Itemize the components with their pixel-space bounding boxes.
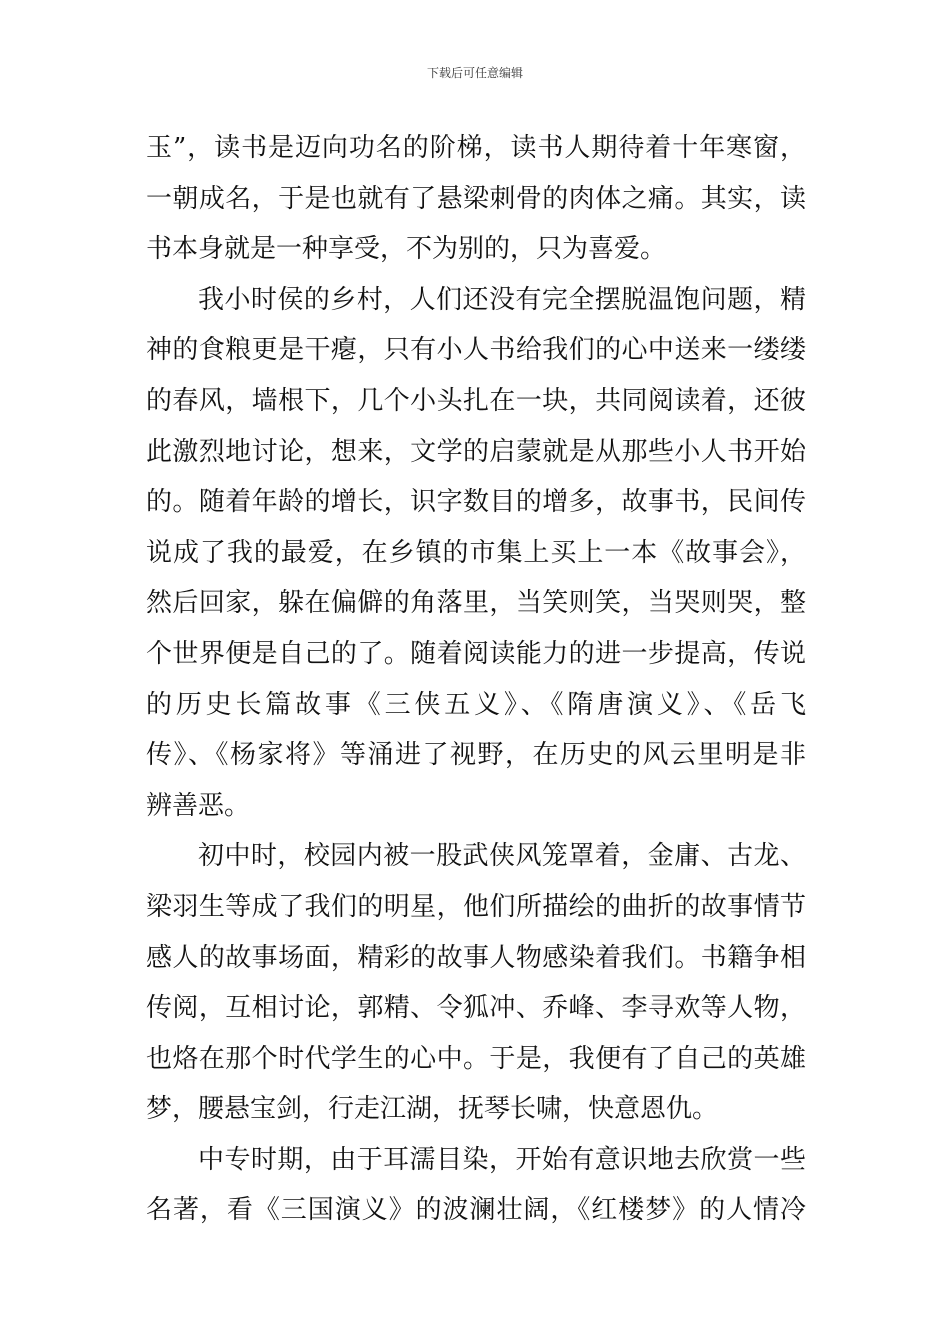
paragraph-3: [146, 831, 806, 1135]
text-line: 辨善恶。: [146, 790, 251, 821]
page-header: 下载后可任意编辑: [426, 66, 523, 80]
text-line: 名著，看《三国演义》的波澜壮阔，《红楼梦》的人情冷: [146, 1195, 806, 1226]
text-line: 传阅，互相讨论，郭精、令狐冲、乔峰、李寻欢等人物，: [146, 993, 806, 1024]
text-line: 玉”，读书是迈向功名的阶梯，读书人期待着十年寒窗，: [146, 133, 806, 163]
text-line: 初中时，校园内被一股武侠风笼罩着，金庸、古龙、: [198, 841, 806, 872]
text-line: 的。随着年龄的增长，识字数目的增多，故事书，民间传: [146, 487, 806, 518]
text-line: 我小时侯的乡村，人们还没有完全摆脱温饱问题，精: [198, 284, 806, 315]
text-line: 也烙在那个时代学生的心中。于是，我便有了自己的英雄: [146, 1043, 806, 1074]
paragraph-1: [146, 123, 806, 275]
text-line: 梦，腰悬宝剑，行走江湖，抚琴长啸，快意恩仇。: [146, 1094, 719, 1125]
paragraph-4: [146, 1135, 806, 1236]
text-line: 个世界便是自己的了。随着阅读能力的进一步提高，传说: [146, 638, 806, 669]
text-line: 一朝成名，于是也就有了悬梁刺骨的肉体之痛。其实，读: [146, 183, 806, 214]
text-line: 中专时期，由于耳濡目染，开始有意识地去欣赏一些: [198, 1144, 806, 1175]
text-line: 书本身就是一种享受，不为别的，只为喜爱。: [146, 234, 667, 265]
text-line: 的春风，墙根下，几个小头扎在一块，共同阅读着，还彼: [146, 385, 806, 416]
text-line: 说成了我的最爱，在乡镇的市集上买上一本《故事会》，: [146, 537, 806, 568]
document-body: [146, 123, 806, 1236]
text-line: 此激烈地讨论，想来，文学的启蒙就是从那些小人书开始: [146, 436, 806, 467]
text-line: 感人的故事场面，精彩的故事人物感染着我们。书籍争相: [146, 942, 806, 973]
paragraph-2: [146, 275, 806, 832]
text-line: 的历史长篇故事《三侠五义》、《隋唐演义》、《岳飞: [146, 689, 806, 720]
text-line: 传》、《杨家将》等涌进了视野，在历史的风云里明是非: [146, 740, 806, 771]
text-line: 梁羽生等成了我们的明星，他们所描绘的曲折的故事情节: [146, 891, 806, 922]
text-line: 神的食粮更是干瘪，只有小人书给我们的心中送来一缕缕: [146, 335, 806, 366]
text-line: 然后回家，躲在偏僻的角落里，当笑则笑，当哭则哭，整: [146, 588, 806, 619]
